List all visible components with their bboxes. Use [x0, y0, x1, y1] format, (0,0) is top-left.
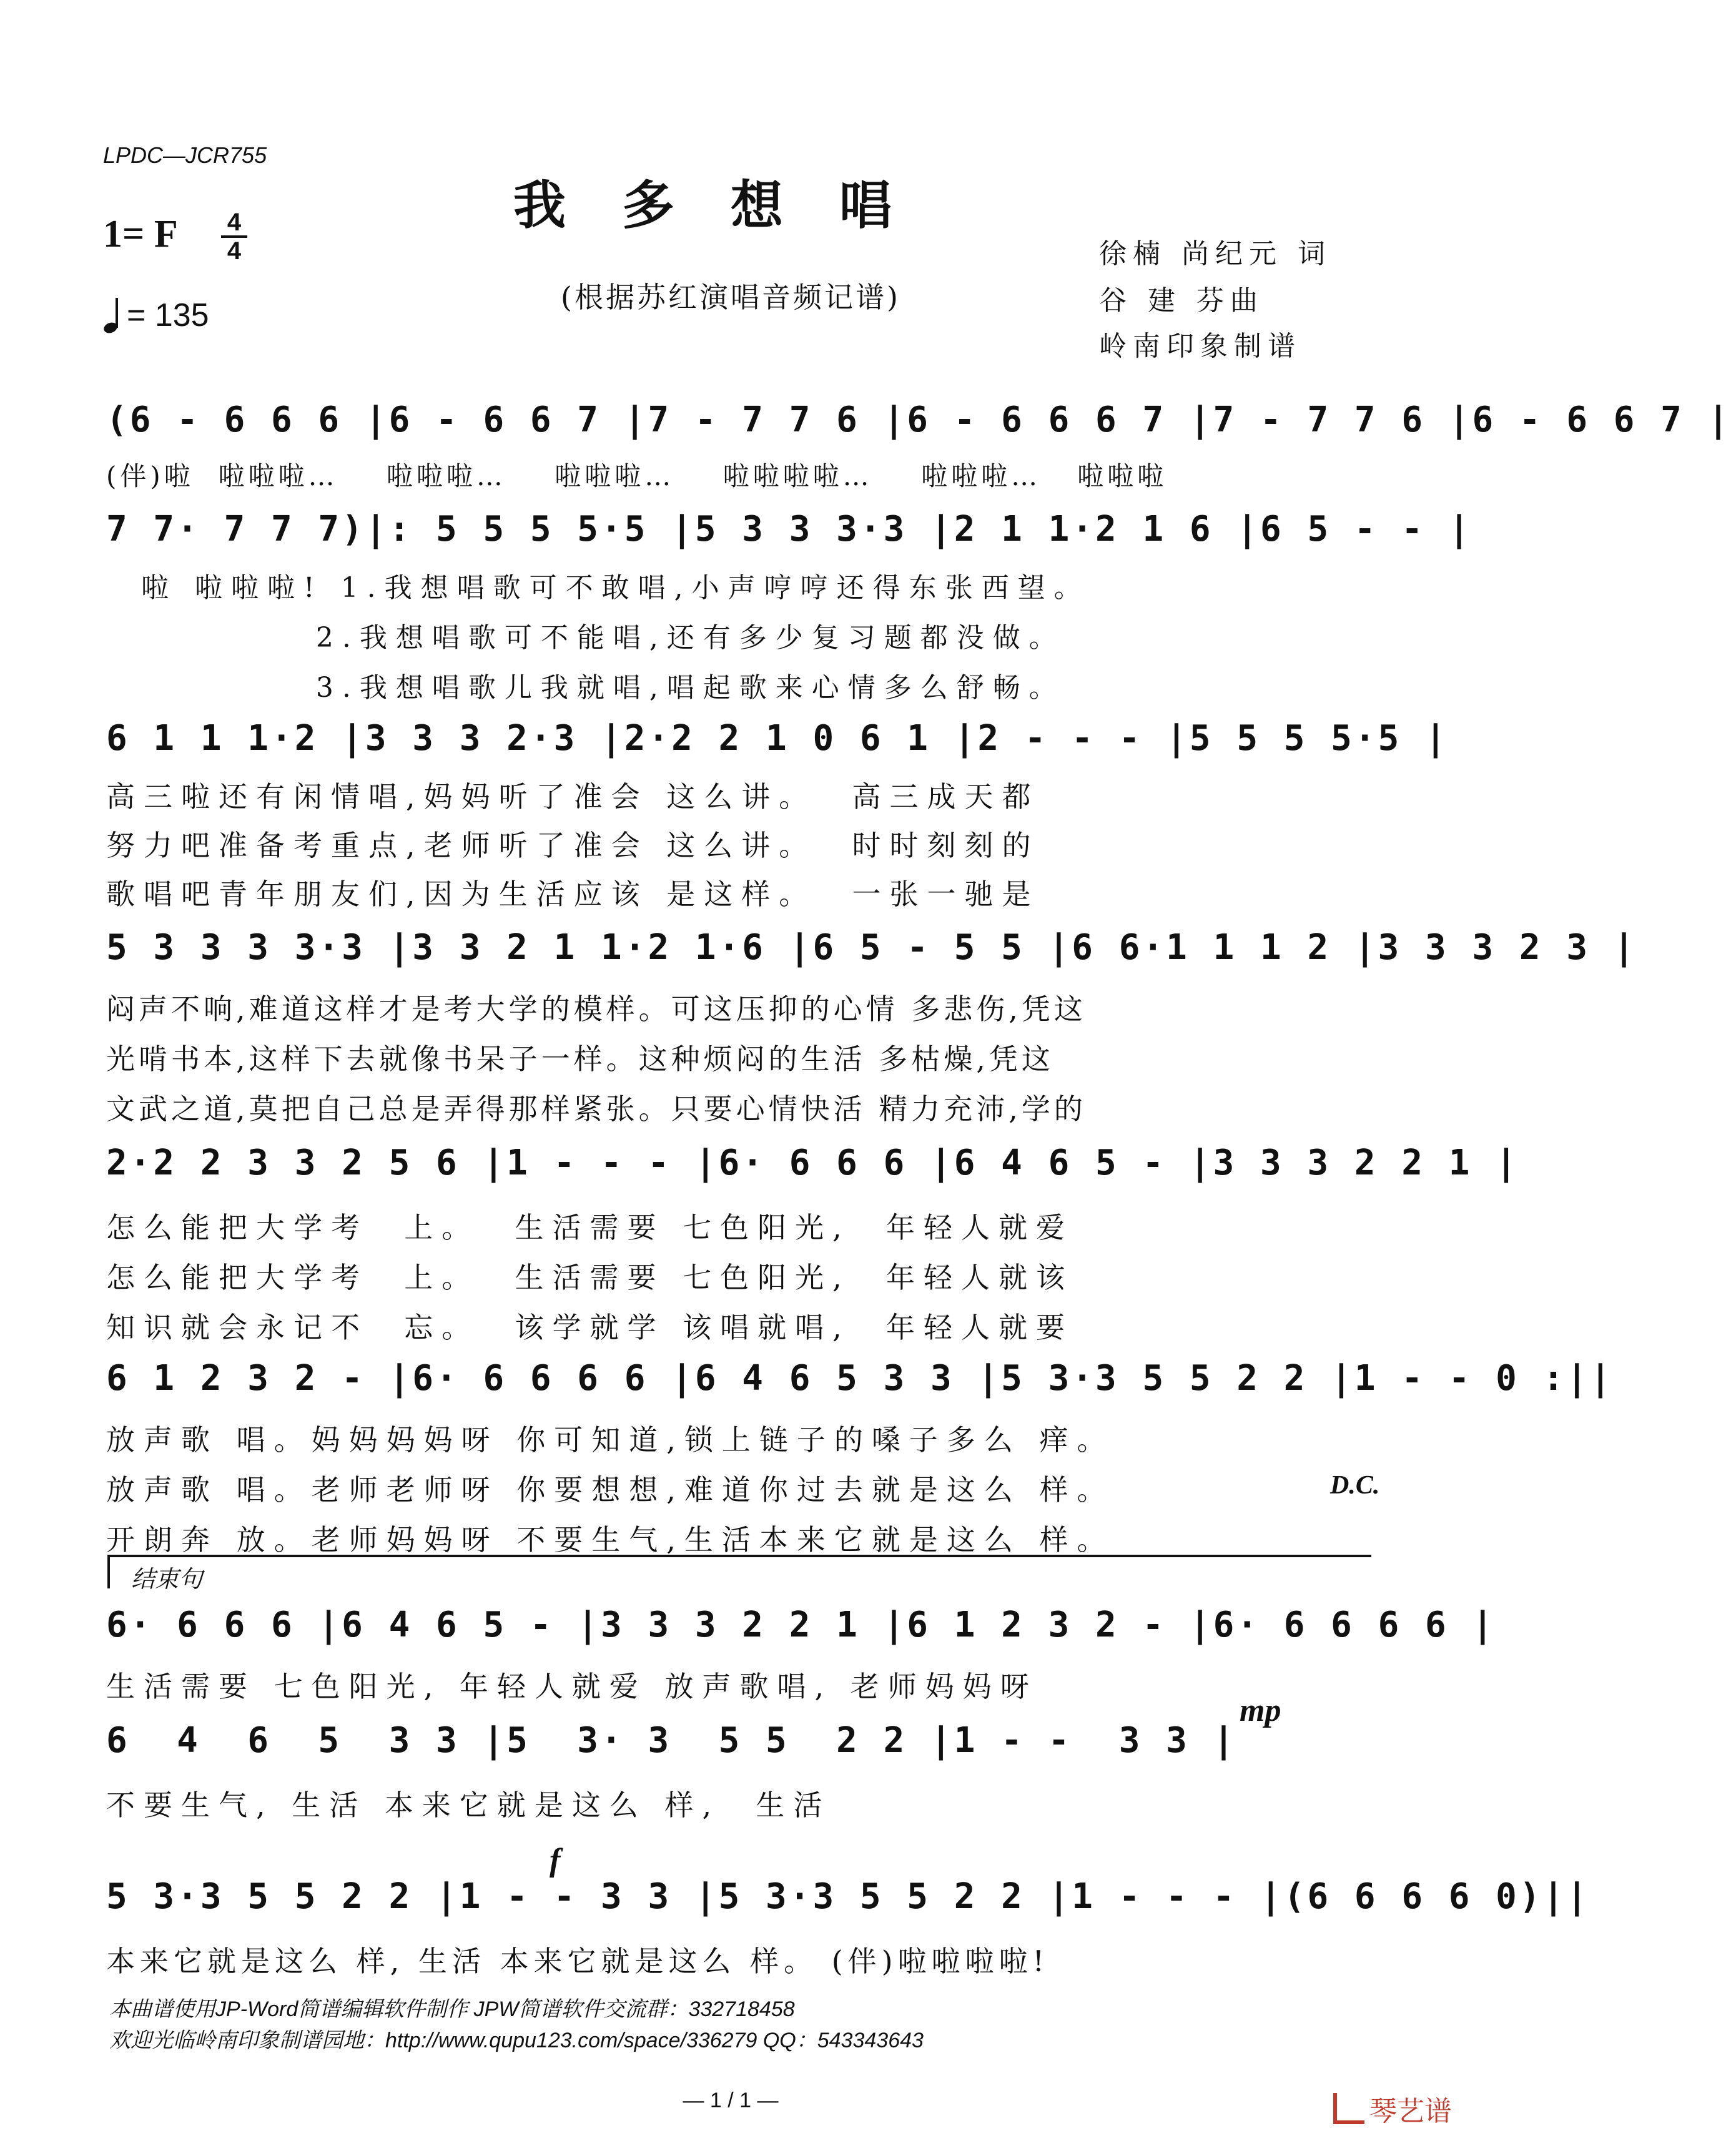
notation-row-2: 7 7· 7 7 7)|: 5 5 5 5·5 |5 3 3 3·3 |2 1 1·2 1 6 |6 5 - - | [106, 509, 1472, 549]
lyric-row-9: 本来它就是这么 样, 生活 本来它就是这么 样。 (伴)啦啦啦啦! [106, 1944, 1050, 1978]
logo-mark-icon [1333, 2093, 1364, 2124]
composer-credit: 谷 建 芬曲 [1099, 285, 1264, 317]
lyricist-credit: 徐楠 尚纪元 词 [1099, 238, 1331, 270]
dynamic-f: f [550, 1843, 561, 1878]
lyric-row-6-verse-3: 开朗奔 放。老师妈妈呀 不要生气,生活本来它就是这么 样。 [106, 1523, 1115, 1557]
lyric-row-3-verse-2: 努力吧准备考重点,老师听了准会 这么讲。 时时刻刻的 [106, 829, 1040, 862]
lyric-row-3-verse-1: 高三啦还有闲情唱,妈妈听了准会 这么讲。 高三成天都 [106, 780, 1040, 814]
lyric-row-5-verse-3: 知识就会永记不 忘。 该学就学 该唱就唱, 年轻人就要 [106, 1311, 1073, 1344]
lyric-row-8: 不要生气, 生活 本来它就是这么 样, 生活 [106, 1788, 831, 1822]
lyric-row-5-verse-2: 怎么能把大学考 上。 生活需要 七色阳光, 年轻人就该 [106, 1261, 1073, 1294]
catalog-number: LPDC—JCR755 [103, 142, 267, 168]
lyric-row-1: (伴)啦 啦啦啦… 啦啦啦… 啦啦啦… 啦啦啦啦… 啦啦啦… 啦啦啦 [106, 461, 1168, 491]
key-signature: 1= F [103, 213, 178, 255]
coda-bracket [107, 1555, 1371, 1588]
time-signature [219, 209, 250, 264]
footer-software-note: 本曲谱使用JP-Word简谱编辑软件制作 JPW简谱软件交流群：332718458 [109, 1997, 795, 2021]
lyric-row-6-verse-2: 放声歌 唱。老师老师呀 你要想想,难道你过去就是这么 样。 [106, 1473, 1115, 1507]
time-signature-top: 4 [227, 209, 242, 236]
dc-marking: D.C. [1330, 1471, 1380, 1500]
lyric-row-2-verse-1: 啦 啦啦啦! 1.我想唱歌可不敢唱,小声哼哼还得东张西望。 [106, 572, 1090, 604]
arranger-credit: 岭南印象制谱 [1099, 330, 1301, 362]
lyric-row-3-verse-3: 歌唱吧青年朋友们,因为生活应该 是这样。 一张一驰是 [106, 877, 1040, 911]
song-title: 我多想唱 [513, 174, 948, 236]
notation-row-9: 5 3·3 5 5 2 2 |1 - - 3 3 |5 3·3 5 5 2 2 |1 - - - |(6 6 6 6 0)|| [106, 1876, 1590, 1917]
lyric-row-2-verse-3: 3.我想唱歌儿我就唱,唱起歌来心情多么舒畅。 [106, 672, 1065, 704]
lyric-row-6-verse-1: 放声歌 唱。妈妈妈妈呀 你可知道,锁上链子的嗓子多么 痒。 [106, 1423, 1115, 1457]
notation-row-1: (6 - 6 6 6 |6 - 6 6 7 |7 - 7 7 6 |6 - 6 6 6 7 |7 - 7 7 6 |6 - 6 6 7 | [106, 400, 1731, 440]
notation-row-8: 6 4 6 5 3 3 |5 3· 3 5 5 2 2 |1 - - 3 3 | [106, 1720, 1237, 1761]
notation-row-4: 5 3 3 3 3·3 |3 3 2 1 1·2 1·6 |6 5 - 5 5 |6 6·1 1 1 2 |3 3 3 2 3 | [106, 927, 1637, 968]
lyric-row-2-verse-2: 2.我想唱歌可不能唱,还有多少复习题都没做。 [106, 622, 1065, 654]
dynamic-mp: mp [1240, 1693, 1281, 1728]
coda-label: 结束句 [131, 1565, 203, 1593]
site-logo [1333, 2089, 1452, 2129]
lyric-row-7: 生活需要 七色阳光, 年轻人就爱 放声歌唱, 老师妈妈呀 [106, 1670, 1038, 1703]
tempo-value: = 135 [127, 297, 209, 333]
logo-text: 琴艺谱 [1369, 2095, 1452, 2127]
notation-row-7: 6· 6 6 6 |6 4 6 5 - |3 3 3 2 2 1 |6 1 2 3 2 - |6· 6 6 6 6 | [106, 1605, 1496, 1645]
time-signature-bottom: 4 [227, 237, 242, 265]
lyric-row-4-verse-1: 闷声不响,难道这样才是考大学的模样。可这压抑的心情 多悲伤,凭这 [106, 992, 1087, 1026]
lyric-row-5-verse-1: 怎么能把大学考 上。 生活需要 七色阳光, 年轻人就爱 [106, 1211, 1073, 1244]
notation-row-3: 6 1 1 1·2 |3 3 3 2·3 |2·2 2 1 0 6 1 |2 - - - |5 5 5 5·5 | [106, 718, 1449, 759]
lyric-row-4-verse-2: 光啃书本,这样下去就像书呆子一样。这种烦闷的生活 多枯燥,凭这 [106, 1042, 1054, 1076]
lyric-row-4-verse-3: 文武之道,莫把自己总是弄得那样紧张。只要心情快活 精力充沛,学的 [106, 1092, 1087, 1126]
notation-row-6: 6 1 2 3 2 - |6· 6 6 6 6 |6 4 6 5 3 3 |5 3·3 5 5 2 2 |1 - - 0 :|| [106, 1358, 1614, 1399]
page-number: — 1 / 1 — [683, 2089, 779, 2112]
footer-website-note: 欢迎光临岭南印象制谱园地：http://www.qupu123.com/space/336279 QQ：543343643 [109, 2029, 924, 2052]
subtitle: (根据苏红演唱音频记谱) [561, 280, 900, 314]
notation-row-5: 2·2 2 3 3 2 5 6 |1 - - - |6· 6 6 6 |6 4 6 5 - |3 3 3 2 2 1 | [106, 1143, 1519, 1183]
